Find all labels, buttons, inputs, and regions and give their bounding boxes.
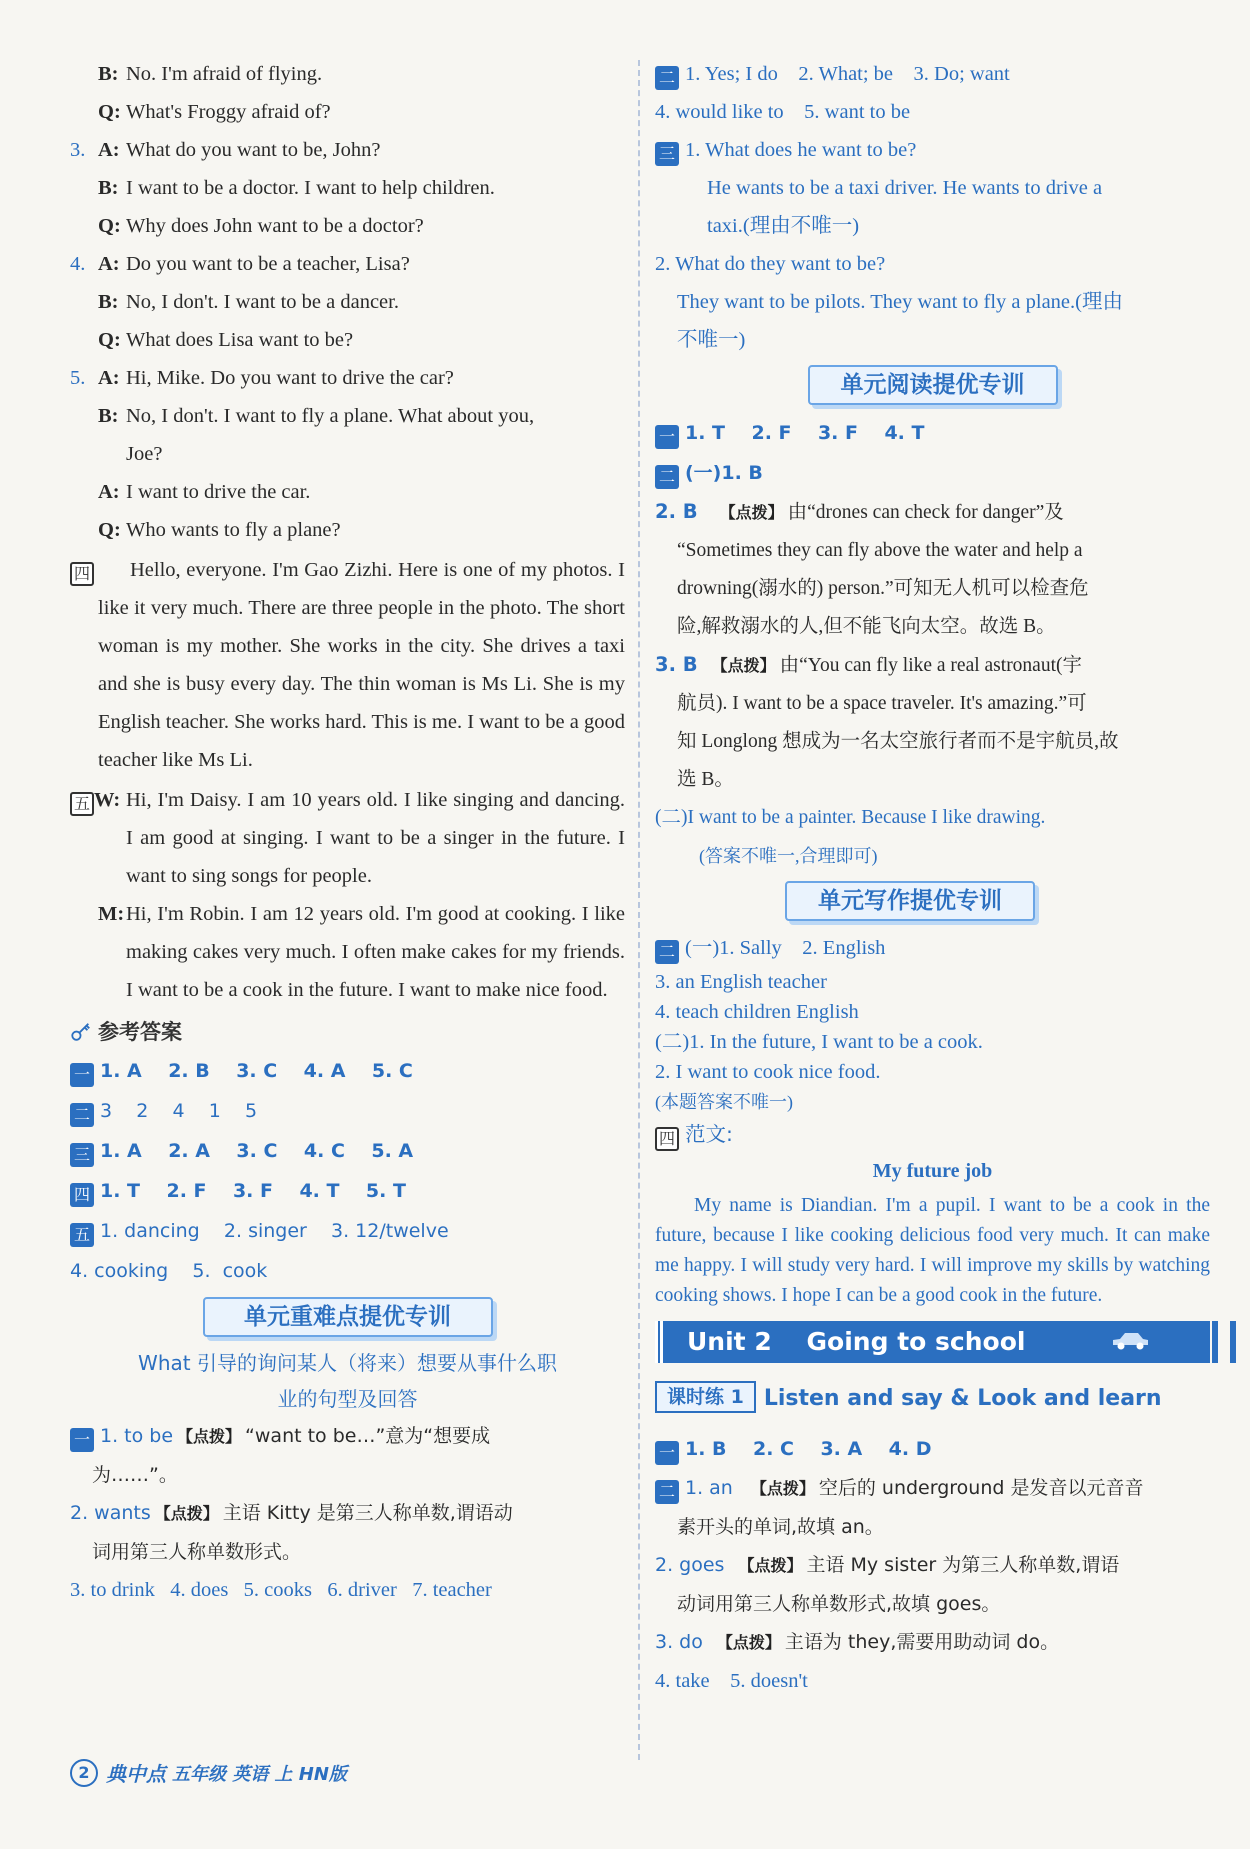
answer-row — [655, 93, 1210, 131]
speaker-label: B: — [98, 405, 119, 427]
sample-label-row — [655, 1117, 1210, 1151]
speaker-label: M: — [98, 903, 125, 925]
passage-text: Hello, everyone. I'm Gao Zizhi. Here is one of my photos. I like it very much. There are three people in the photo. The short woman is my mother. She works in the city. She drives a taxi and she is busy every day. The thin woman is Ms Li. She is my English teacher. She works hard. This is me. I want to be a good teacher like Ms Li. — [98, 559, 625, 771]
focus-row — [70, 1494, 625, 1533]
answer-row — [655, 837, 1210, 875]
explain-row — [655, 1546, 1210, 1585]
answer-note: (本题答案不唯一) — [655, 1092, 793, 1112]
section-badge: 三 — [655, 142, 679, 166]
explain-row — [655, 1469, 1210, 1508]
dialog-text: What's Froggy afraid of? — [126, 101, 331, 123]
answer-row — [655, 207, 1210, 245]
dialog-text: What do you want to be, John? — [126, 139, 381, 161]
lesson-tag: 课时练 1 — [655, 1381, 756, 1413]
answer-text: (二)1. In the future, I want to be a cook. — [655, 1031, 983, 1053]
dialog-text: Hi, I'm Robin. I am 12 years old. I'm good at cooking. I like making cakes very much. I often make cakes for my friends. I want to be a cook in the future. I want to make nice food. — [126, 903, 625, 1001]
brand-logo: 典中点 — [106, 1762, 166, 1786]
section-five-dialog — [70, 895, 625, 1009]
answer-text: 1. to be — [100, 1425, 174, 1447]
writing-banner: 单元写作提优专训 — [785, 881, 1035, 921]
lesson-title: Listen and say & Look and learn — [763, 1386, 1162, 1411]
speaker-label: A: — [98, 481, 120, 503]
explain-row — [655, 1623, 1210, 1662]
answer-row — [655, 1057, 1210, 1087]
answer-row — [655, 997, 1210, 1027]
explain-row — [655, 685, 1210, 723]
answer-text: 1. T 2. F 3. F 4. T — [685, 422, 925, 444]
section-badge: 一 — [655, 425, 679, 449]
explain-row — [655, 493, 1210, 532]
page-number: 2 — [70, 1759, 98, 1787]
item-number: 5. — [70, 367, 86, 389]
explanation-text: drowning(溺水的) person.”可知无人机可以检查危 — [677, 578, 1089, 599]
dialog-text: Who wants to fly a plane? — [126, 519, 341, 541]
answer-text: 1. Yes; I do 2. What; be 3. Do; want — [685, 63, 1010, 85]
explain-row — [655, 1508, 1210, 1546]
item-number: 4. — [70, 253, 86, 275]
section-four-passage — [70, 551, 625, 779]
tip-label: 【点拨】 — [154, 1504, 219, 1523]
focus-row — [70, 1456, 625, 1494]
answers-heading — [70, 1013, 625, 1051]
answer-text: (一)1. Sally 2. English — [685, 937, 886, 959]
answer-text: 不唯一) — [677, 329, 746, 351]
page-footer — [70, 1758, 347, 1792]
section-badge: 五 — [70, 792, 94, 816]
explain-row — [655, 646, 1210, 685]
dialog-text: What does Lisa want to be? — [126, 329, 354, 351]
section-badge: 五 — [70, 1223, 94, 1247]
answer-text: 3. to drink 4. does 5. cooks 6. driver 7. teacher — [70, 1579, 492, 1601]
explain-row — [655, 761, 1210, 799]
speaker-label: A: — [98, 367, 120, 389]
lesson-bar — [655, 1381, 1210, 1417]
dialog-text: No. I'm afraid of flying. — [126, 63, 323, 85]
speaker-label: W: — [94, 789, 121, 811]
explain-row — [655, 608, 1210, 646]
dialog-line — [70, 511, 625, 549]
answer-row — [655, 1027, 1210, 1057]
dialog-line — [70, 55, 625, 93]
topic-line: 业的句型及回答 — [277, 1387, 418, 1411]
dialog-text: Hi, Mike. Do you want to drive the car? — [126, 367, 454, 389]
dialog-text: I want to be a doctor. I want to help children. — [126, 177, 495, 199]
section-badge: 四 — [655, 1127, 679, 1151]
dialog-text: Hi, I'm Daisy. I am 10 years old. I like singing and dancing. I am good at singing. I want to be a singer in the future. I want to sing songs for people. — [126, 789, 625, 887]
answer-note: (答案不唯一,合理即可) — [699, 846, 878, 866]
car-icon — [1110, 1329, 1150, 1351]
answer-text: 4. take 5. doesn't — [655, 1670, 808, 1692]
answer-row — [70, 1171, 625, 1211]
dialog-line — [70, 283, 625, 321]
tip-label: 【点拨】 — [719, 503, 784, 522]
answer-text: 3 2 4 1 5 — [100, 1100, 258, 1122]
section-badge: 二 — [655, 1480, 679, 1504]
column-divider — [638, 60, 640, 1760]
focus-row — [70, 1571, 625, 1609]
section-badge: 二 — [70, 1103, 94, 1127]
explanation-text: 主语 My sister 为第三人称单数,谓语 — [806, 1554, 1120, 1576]
explanation-text: 词用第三人称单数形式。 — [92, 1541, 302, 1563]
section-badge: 二 — [655, 465, 679, 489]
essay-title: My future job — [872, 1160, 993, 1182]
answer-row — [655, 131, 1210, 169]
speaker-label: Q: — [98, 101, 121, 123]
answer-text: taxi.(理由不唯一) — [707, 215, 860, 237]
focus-row — [70, 1417, 625, 1456]
explanation-text: 动词用第三人称单数形式,故填 goes。 — [677, 1593, 1001, 1615]
focus-banner: 单元重难点提优专训 — [203, 1297, 493, 1337]
answer-row — [70, 1211, 625, 1251]
item-number: 3. — [70, 139, 86, 161]
explain-row — [655, 532, 1210, 570]
answer-text: (一)1. B — [685, 462, 763, 484]
speaker-label: Q: — [98, 215, 121, 237]
explanation-text: 为……”。 — [92, 1464, 178, 1486]
answer-row — [655, 929, 1210, 967]
answer-text: 1. A 2. A 3. C 4. C 5. A — [100, 1140, 414, 1162]
explanation-text: 由“You can fly like a real astronaut(宇 — [779, 655, 1083, 676]
dialog-text: No, I don't. I want to fly a plane. What about you, — [126, 405, 535, 427]
answer-row — [655, 1662, 1210, 1700]
answer-row — [655, 169, 1210, 207]
answer-row — [70, 1131, 625, 1171]
explanation-text: “want to be…”意为“想要成 — [245, 1425, 491, 1447]
dialog-text: Joe? — [126, 443, 163, 465]
answer-text: 1. an — [685, 1477, 733, 1499]
key-icon — [70, 1021, 92, 1043]
unit-bar — [655, 1321, 1210, 1363]
section-badge: 一 — [70, 1428, 94, 1452]
answer-text: (二)I want to be a painter. Because I like drawing. — [655, 807, 1046, 828]
answer-text: 1. B 2. C 3. A 4. D — [685, 1438, 932, 1460]
tip-label: 【点拨】 — [177, 1427, 242, 1446]
answer-text: 2. goes — [655, 1554, 725, 1576]
answer-row — [655, 799, 1210, 837]
section-badge: 二 — [655, 940, 679, 964]
explain-row — [655, 1585, 1210, 1623]
answer-text: 4. cooking 5. cook — [70, 1260, 268, 1282]
question-text: 1. What does he want to be? — [685, 139, 917, 161]
dialog-line — [70, 245, 625, 283]
dialog-line — [70, 359, 625, 397]
explanation-text: 知 Longlong 想成为一名太空旅行者而不是宇航员,故 — [677, 731, 1119, 752]
answer-text: 2. I want to cook nice food. — [655, 1061, 881, 1083]
dialog-line — [70, 397, 625, 435]
answer-text: He wants to be a taxi driver. He wants to drive a — [707, 177, 1103, 199]
explain-row — [655, 723, 1210, 761]
dialog-line — [70, 435, 625, 473]
answer-row — [70, 1091, 625, 1131]
explanation-text: 素开头的单词,故填 an。 — [677, 1516, 884, 1538]
answer-row — [70, 1051, 625, 1091]
answer-row — [655, 967, 1210, 997]
section-badge: 二 — [655, 66, 679, 90]
explanation-text: 选 B。 — [677, 769, 734, 790]
answer-row — [655, 1429, 1210, 1469]
answer-text: 3. B — [655, 653, 698, 676]
dialog-line — [70, 131, 625, 169]
explanation-text: “Sometimes they can fly above the water and help a — [677, 540, 1083, 561]
explanation-text: 空后的 underground 是发音以元音音 — [818, 1477, 1144, 1499]
answer-row — [655, 413, 1210, 453]
bar-stripes — [1212, 1321, 1236, 1363]
speaker-label: Q: — [98, 519, 121, 541]
dialog-line — [70, 321, 625, 359]
section-badge: 一 — [655, 1441, 679, 1465]
answer-row — [655, 55, 1210, 93]
essay-body: My name is Diandian. I'm a pupil. I want to be a cook in the future, because I like cooking delicious food very much. It can make me happy. I will study very hard. I will improve my skills by watching cooking shows. I hope I can be a good cook in the future. — [655, 1195, 1210, 1306]
answer-row — [655, 1087, 1210, 1117]
section-badge: 四 — [70, 1183, 94, 1207]
answer-text: 3. an English teacher — [655, 971, 827, 993]
dialog-line — [70, 207, 625, 245]
answer-row — [70, 1251, 625, 1291]
explanation-text: 航员). I want to be a space traveler. It's amazing.”可 — [677, 693, 1087, 714]
answer-text: 2. B — [655, 500, 698, 523]
answer-text: 1. dancing 2. singer 3. 12/twelve — [100, 1220, 449, 1242]
answer-row — [655, 321, 1210, 359]
topic-line: What 引导的询问某人（将来）想要从事什么职 — [138, 1351, 557, 1375]
answer-text: 1. A 2. B 3. C 4. A 5. C — [100, 1060, 413, 1082]
section-badge: 三 — [70, 1143, 94, 1167]
answer-row — [655, 283, 1210, 321]
speaker-label: Q: — [98, 329, 121, 351]
speaker-label: A: — [98, 253, 120, 275]
question-text: 2. What do they want to be? — [655, 253, 886, 275]
dialog-line — [70, 169, 625, 207]
speaker-label: B: — [98, 63, 119, 85]
answer-text: 3. do — [655, 1631, 703, 1653]
explanation-text: 险,解救溺水的人,但不能飞向太空。故选 B。 — [677, 616, 1056, 637]
answer-text: 2. wants — [70, 1502, 151, 1524]
section-five-dialog — [70, 781, 625, 895]
dialog-text: I want to drive the car. — [126, 481, 311, 503]
explain-row — [655, 570, 1210, 608]
unit-title: Unit 2 Going to school — [687, 1327, 1026, 1356]
dialog-text: Do you want to be a teacher, Lisa? — [126, 253, 410, 275]
dialog-line — [70, 93, 625, 131]
answer-text: 4. would like to 5. want to be — [655, 101, 911, 123]
answer-text: 4. teach children English — [655, 1001, 859, 1023]
dialog-text: No, I don't. I want to be a dancer. — [126, 291, 399, 313]
speaker-label: B: — [98, 291, 119, 313]
dialog-text: Why does John want to be a doctor? — [126, 215, 424, 237]
answer-text: 1. T 2. F 3. F 4. T 5. T — [100, 1180, 406, 1202]
section-badge: 一 — [70, 1063, 94, 1087]
answer-text: They want to be pilots. They want to fly a plane.(理由 — [677, 291, 1123, 313]
book-info: 五年级 英语 上 HN版 — [172, 1763, 347, 1785]
speaker-label: B: — [98, 177, 119, 199]
answer-row — [655, 245, 1210, 283]
tip-label: 【点拨】 — [750, 1479, 815, 1498]
speaker-label: A: — [98, 139, 120, 161]
explanation-text: 主语 Kitty 是第三人称单数,谓语动 — [222, 1502, 513, 1524]
explanation-text: 由“drones can check for danger”及 — [787, 502, 1064, 523]
focus-row — [70, 1533, 625, 1571]
reading-banner: 单元阅读提优专训 — [808, 365, 1058, 405]
explanation-text: 主语为 they,需要用助动词 do。 — [784, 1631, 1060, 1653]
tip-label: 【点拨】 — [738, 1556, 803, 1575]
answer-row — [655, 453, 1210, 493]
section-badge: 四 — [70, 562, 94, 586]
answers-title-text: 参考答案 — [98, 1020, 182, 1044]
tip-label: 【点拨】 — [716, 1633, 781, 1652]
right-column — [655, 55, 1210, 1700]
dialog-line — [70, 473, 625, 511]
left-column — [70, 55, 625, 1609]
tip-label: 【点拨】 — [711, 656, 776, 675]
sample-label: 范文: — [685, 1122, 733, 1146]
